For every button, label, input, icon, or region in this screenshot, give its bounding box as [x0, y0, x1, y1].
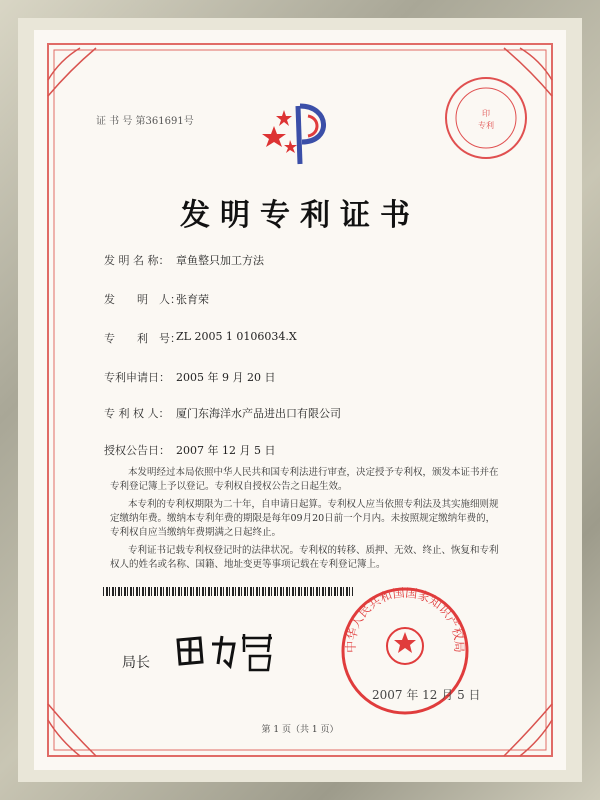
handwritten-signature [172, 630, 282, 674]
barcode [103, 587, 353, 596]
field-label-grant-date: 授权公告日： [104, 444, 170, 457]
certificate-title: 发明专利证书 [180, 198, 420, 233]
field-value-invention-name: 章鱼整只加工方法 [176, 254, 264, 267]
certificate-number: 证 书 号 第361691号 [96, 116, 194, 127]
svg-text:专利: 专利 [478, 121, 494, 130]
field-label-filing-date: 专利申请日： [104, 371, 170, 384]
field-label-inventor: 发 明 人： [104, 293, 181, 306]
top-right-seal-icon [440, 72, 532, 164]
field-value-filing-date: 2005 年 9 月 20 日 [176, 371, 276, 384]
field-value-inventor: 张育荣 [176, 293, 209, 306]
field-value-patent-number: ZL 2005 1 0106034.X [176, 330, 297, 343]
field-label-patentee: 专 利 权 人： [104, 407, 170, 420]
svg-text:印: 印 [482, 109, 490, 118]
field-value-grant-date: 2007 年 12 月 5 日 [176, 444, 276, 457]
field-label-invention-name: 发 明 名 称： [104, 254, 170, 267]
page-footer: 第 1 页（共 1 页） [261, 725, 339, 735]
seal-date: 2007 年 12 月 5 日 [372, 688, 481, 702]
paragraph-1: 本发明经过本局依照中华人民共和国专利法进行审查，决定授予专利权，颁发本证书并在专利登记簿上予以登记。专利权自授权公告之日起生效。 [110, 467, 499, 492]
patent-office-logo-icon [260, 96, 340, 168]
paragraph-3: 专利证书记载专利权登记时的法律状况。专利权的转移、质押、无效、终止、恢复和专利权人的姓名或名称、国籍、地址变更等事项记载在专利登记簿上。 [110, 545, 499, 570]
field-label-patent-number: 专 利 号： [104, 332, 181, 345]
svg-text:中华人民共和国国家知识产权局: 中华人民共和国国家知识产权局 [343, 585, 467, 653]
signature-label: 局长 [122, 655, 150, 671]
paragraph-2: 本专利的专利权期限为二十年，自申请日起算。专利权人应当依照专利法及其实施细则规定缴纳年费。缴纳本专利年费的期限是每年09月20日前一个月内。未按照规定缴纳年费的，专利权自应当缴纳年费期满之日起终止。 [110, 499, 499, 538]
field-value-patentee: 厦门东海洋水产品进出口有限公司 [176, 407, 341, 420]
